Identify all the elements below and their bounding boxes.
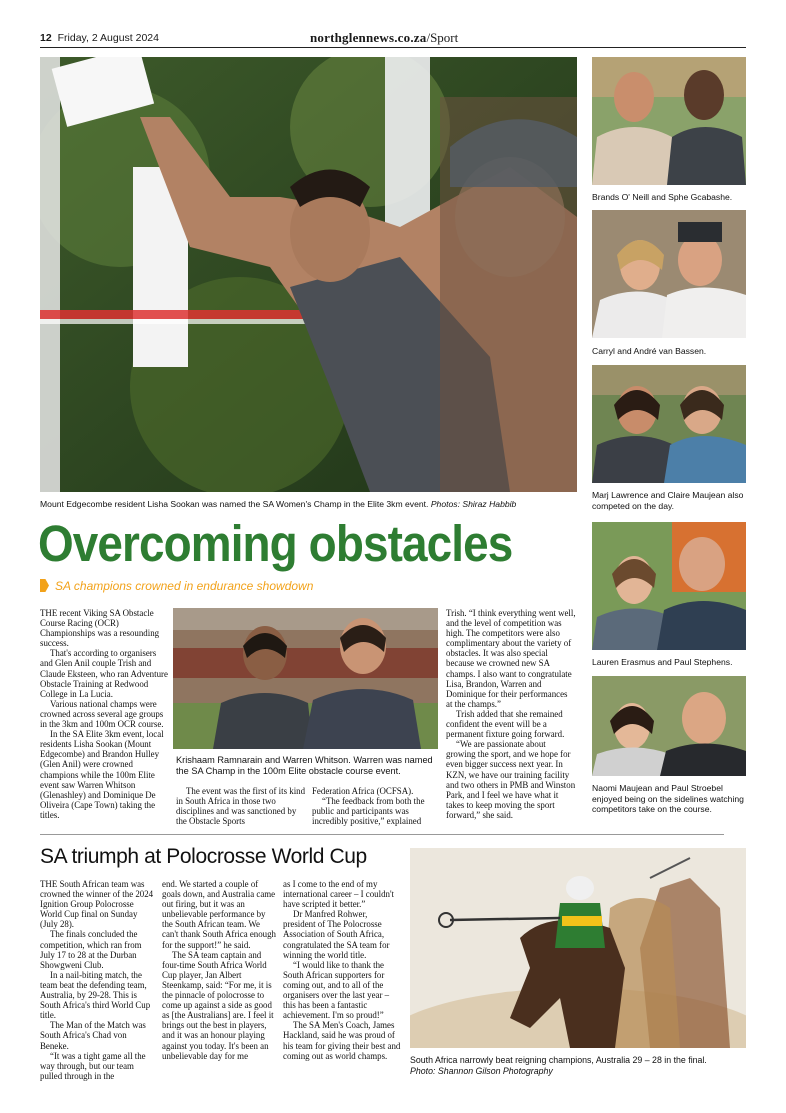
paragraph: That's according to organisers and Glen Anil couple Trish and Claude Eksteen, who ran Adventure Obstacle Training at Redwood College in La Lucia. [40, 648, 168, 699]
article1-column-4 [446, 608, 576, 820]
side-photo-3 [592, 365, 746, 483]
paragraph: “We are passionate about growing the sport, and we hope for even bigger success next year. In KZN, we have our training facility and two others in PMB and Winston Park, and I feel we have what it takes to keep moving the sport forward,” she said. [446, 739, 576, 820]
paragraph: “The feedback from both the public and participants was incredibly positive,” explained [312, 796, 425, 827]
side-photo-5 [592, 676, 746, 776]
paragraph: The SA team captain and four-time South Africa World Cup player, Jan Albert Steenkamp, said: “For me, it is the pinnacle of polocrosse to come up against a side as good as [the Australians] are. I feel it brings out the best in players, and it was an honour playing against you today. It's been an unbelievable day for me [162, 949, 274, 1061]
paragraph: as I come to the end of my international career – I couldn't have scripted it better.” [283, 879, 395, 910]
arrow-icon [40, 579, 49, 592]
paragraph: The finals concluded the competition, which ran from July 17 to 28 at the Durban Showgweni Club. [40, 929, 142, 970]
article1-column-1 [40, 608, 168, 820]
section-name: /Sport [426, 30, 459, 45]
inline-photo [173, 608, 438, 749]
side-photo-1-caption: Brands O' Neill and Sphe Gcabashe. [592, 192, 733, 202]
side-photo-2-caption: Carryl and André van Bassen. [592, 346, 707, 356]
article2-headline: SA triumph at Polocrosse World Cup [40, 845, 367, 868]
site-section [310, 30, 458, 46]
article-headline: Overcoming obstacles [38, 515, 513, 572]
paragraph: In the SA Elite 3km event, local residents Lisha Sookan (Mount Edgecombe) and Brandon Hulley (Glen Anil) were crowned champions while the 100m Elite event saw Warren Whitson (Glenashley) and Dominique De Oliveira (Cape Town) taking the titles. [40, 729, 164, 820]
paragraph: Trish. “I think everything went well, and the level of competition was high. The competitors were also complimentary about the variety of obstacles. It was also special because we crowned new SA champs. I also want to congratulate Lisa, Brandon, Warren and Dominique for their performances at the champs.” [446, 608, 576, 709]
article2-column-2 [162, 879, 277, 1061]
photo-credit: Photos: Shiraz Habbib [430, 499, 517, 509]
paragraph: Trish added that she remained confident the event will be a permanent fixture going forward. [446, 708, 565, 740]
paragraph: The Man of the Match was South Africa's Chad von Beneke. [40, 1020, 146, 1051]
article1-column-3 [312, 786, 440, 826]
site-name: northglennews.co.za [310, 30, 427, 45]
side-photo-5-caption: Naomi Maujean and Paul Stroebel enjoyed being on the sidelines watching competitors take on the course. [592, 783, 744, 814]
page-folio [40, 32, 159, 44]
main-photo [40, 57, 577, 492]
article2-column-1 [40, 879, 155, 1081]
paragraph: The event was the first of its kind in South Africa in those two disciplines and was sanctioned by the Obstacle Sports [176, 786, 306, 827]
paragraph: Dr Manfred Rohwer, president of The Polocrosse Association of South Africa, congratulated the SA team for winning the world title. [283, 909, 390, 960]
article-subhead: SA champions crowned in endurance showdown [40, 579, 313, 593]
paragraph: Various national champs were crowned across several age groups in the 3km and 100m OCR course. [40, 698, 164, 730]
photo-credit: Photo: Shannon Gilson Photography [410, 1065, 553, 1076]
page-number: 12 [40, 32, 52, 44]
side-photo-4-caption: Lauren Erasmus and Paul Stephens. [592, 657, 733, 667]
section-divider [40, 834, 724, 835]
article2-column-3 [283, 879, 401, 1061]
paragraph: THE recent Viking SA Obstacle Course Racing (OCR) Championships was a resounding success. [40, 608, 160, 649]
inline-photo-caption: Krishaam Ramnarain and Warren Whitson. Warren was named the SA Champ in the 100m Elite obstacle course event. [176, 755, 433, 776]
article1-column-2 [176, 786, 306, 826]
page-header [40, 30, 746, 48]
paragraph: THE South African team was crowned the winner of the 2024 Ignition Group Polocrosse World Cup final on Sunday (July 28). [40, 879, 154, 930]
side-photo-1 [592, 57, 746, 185]
paragraph: “I would like to thank the South African supporters for coming out, and to all of the organisers over the last year – this has been a fantastic achievement. I'm so proud!” [283, 959, 390, 1021]
main-photo-caption: Mount Edgecombe resident Lisha Sookan was named the SA Women's Champ in the Elite 3km event. Photos: Shiraz Habbib [40, 499, 517, 509]
paragraph: Federation Africa (OCFSA). [312, 786, 414, 796]
issue-date: Friday, 2 August 2024 [57, 32, 159, 44]
paragraph: “It was a tight game all the way through, but our team pulled through in the [40, 1050, 146, 1081]
polocrosse-photo [410, 848, 746, 1048]
side-photo-2 [592, 210, 746, 338]
paragraph: end. We started a couple of goals down, and Australia came out firing, but it was an unbelievable performance by the South African team. We can't thank South Africa enough for the support!” he said. [162, 879, 276, 950]
side-photo-3-caption: Marj Lawrence and Claire Maujean also competed on the day. [592, 490, 744, 511]
paragraph: The SA Men's Coach, James Hackland, said he was proud of his team for giving their best and coming out as world champs. [283, 1020, 401, 1061]
polocrosse-photo-caption: South Africa narrowly beat reigning champions, Australia 29 – 28 in the final. Photo: Shannon Gilson Photography [410, 1055, 750, 1076]
side-photo-4 [592, 522, 746, 650]
paragraph: In a nail-biting match, the team beat the defending team, Australia, by 29-28. This is South Africa's third World Cup title. [40, 969, 151, 1021]
